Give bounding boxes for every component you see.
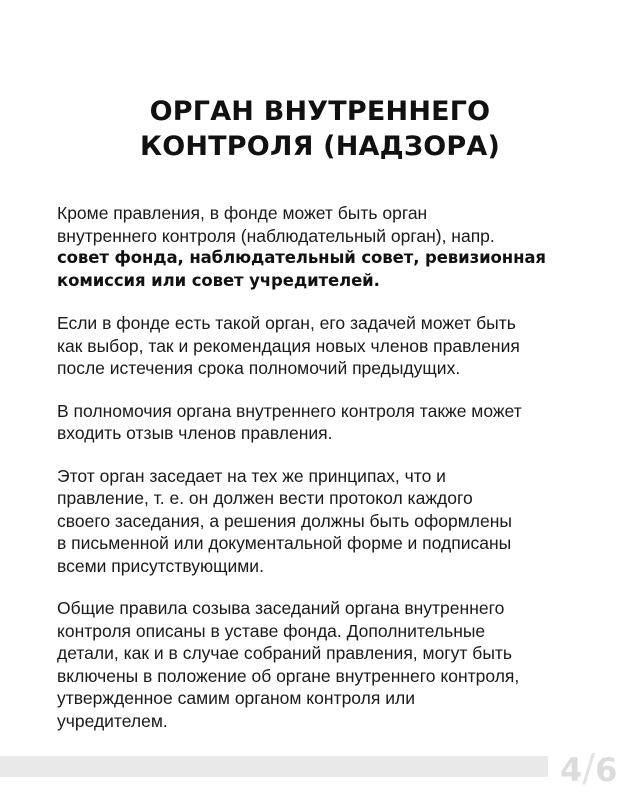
title-line-2: КОНТРОЛЯ (НАДЗОРА)	[139, 131, 501, 162]
paragraph-powers	[57, 400, 607, 445]
text-line: всеми присутствующими.	[57, 555, 264, 576]
text-line: Если в фонде есть такой орган, его задачей может быть	[57, 313, 516, 333]
text-line: Общие правила созыва заседаний органа внутреннего	[57, 598, 505, 618]
title-line-1: ОРГАН ВНУТРЕННЕГО	[149, 96, 491, 127]
text-line: утвержденное самим органом контроля или	[57, 688, 415, 708]
text-line: включены в положение об органе внутреннего контроля,	[57, 665, 520, 686]
body-content	[57, 202, 607, 752]
page-title	[0, 94, 640, 164]
bold-text-line: совет фонда, наблюдательный совет, ревизионная	[57, 248, 546, 267]
footer-progress-bar	[0, 756, 548, 777]
page-separator: /	[582, 746, 596, 790]
paragraph-tasks	[57, 312, 607, 380]
bold-text-line: комиссия или совет учредителей.	[57, 270, 380, 290]
text-line: в письменной или документальной форме и подписаны	[57, 533, 512, 553]
text-line: своего заседания, а решения должны быть оформлены	[57, 510, 512, 531]
text-line: детали, как и в случае собраний правления, могут быть	[57, 643, 513, 663]
paragraph-intro	[57, 202, 607, 292]
text-line: правление, т. е. он должен вести протокол каждого	[57, 488, 473, 508]
text-line: Этот орган заседает на тех же принципах, что и	[57, 465, 446, 486]
text-line: после истечения срока полномочий предыдущих.	[57, 358, 461, 378]
page-current: 4	[560, 751, 583, 789]
page-indicator	[560, 748, 624, 788]
text-line: контроля описаны в уставе фонда. Дополнительные	[57, 620, 486, 641]
text-line: Кроме правления, в фонде может быть орган	[57, 203, 428, 223]
text-line: входить отзыв членов правления.	[57, 423, 333, 443]
text-line: внутреннего контроля (наблюдательный орган), напр.	[57, 225, 495, 246]
page-total: 6	[595, 751, 618, 789]
text-line: В полномочия органа внутреннего контроля также может	[57, 400, 522, 421]
paragraph-rules	[57, 597, 607, 732]
text-line: как выбор, так и рекомендация новых членов правления	[57, 335, 520, 356]
text-line: учредителем.	[57, 710, 168, 731]
paragraph-meetings	[57, 465, 607, 578]
